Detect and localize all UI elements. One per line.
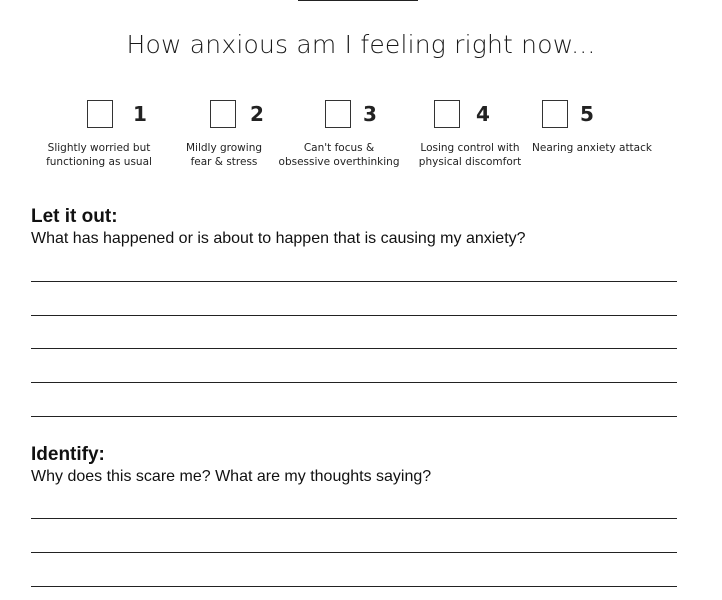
writing-line[interactable]	[31, 416, 677, 417]
section-identify	[31, 444, 681, 487]
scale-checkbox-2[interactable]	[210, 100, 236, 128]
scale-checkbox-1[interactable]	[87, 100, 113, 128]
writing-line[interactable]	[31, 586, 677, 587]
writing-line[interactable]	[31, 552, 677, 553]
writing-line[interactable]	[31, 518, 677, 519]
section-let-it-out	[31, 206, 681, 249]
scale-description-3: Can't focus & obsessive overthinking	[278, 142, 400, 168]
scale-number-2: 2	[250, 102, 264, 126]
scale-description-1: Slightly worried but functioning as usual	[46, 142, 152, 168]
scale-option-4	[406, 98, 534, 178]
scale-checkbox-3[interactable]	[325, 100, 351, 128]
scale-checkbox-4[interactable]	[434, 100, 460, 128]
anxiety-scale	[0, 98, 722, 178]
writing-line[interactable]	[31, 281, 677, 282]
scale-description-4: Losing control with physical discomfort	[418, 142, 522, 168]
writing-line[interactable]	[31, 348, 677, 349]
top-divider	[298, 0, 418, 1]
writing-line[interactable]	[31, 315, 677, 316]
scale-checkbox-5[interactable]	[542, 100, 568, 128]
scale-option-5	[528, 98, 656, 178]
section-heading-let-it-out: Let it out:	[31, 206, 118, 227]
scale-option-2	[160, 98, 288, 178]
scale-number-4: 4	[476, 102, 490, 126]
section-prompt-identify: Why does this scare me? What are my thoughts saying?	[31, 468, 432, 485]
scale-number-1: 1	[133, 102, 147, 126]
scale-option-1	[35, 98, 163, 178]
section-prompt-let-it-out: What has happened or is about to happen that is causing my anxiety?	[31, 230, 526, 247]
scale-description-5: Nearing anxiety attack	[532, 142, 652, 154]
page-title: How anxious am I feeling right now...	[126, 30, 596, 59]
section-heading-identify: Identify:	[31, 444, 105, 465]
scale-number-5: 5	[580, 102, 594, 126]
scale-description-2: Mildly growing fear & stress	[185, 142, 263, 168]
writing-line[interactable]	[31, 382, 677, 383]
scale-number-3: 3	[363, 102, 377, 126]
scale-option-3	[275, 98, 403, 178]
